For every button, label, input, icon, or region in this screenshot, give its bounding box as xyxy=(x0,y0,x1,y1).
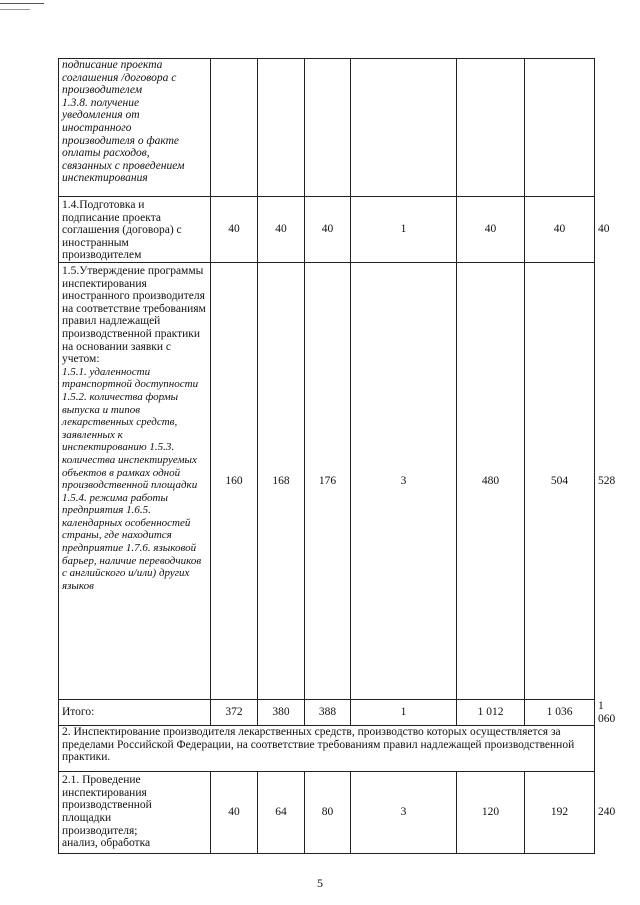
table-row: 1.4.Подготовка и подписание проекта соглашения (договора) с иностранным производителем 40 40 40 1 40 40 40 xyxy=(59,197,595,263)
table-row: 1.5.Утверждение программы инспектирования иностранного производителя на соответствие требованиям правил надлежащей производственной практики на основании заявки с учетом: 1.5.1. удаленности транспортной доступности 1.5.2. количества формы выпуска и типов лекарственных средств, заявленных к инспектированию 1.5.3. количества инспектируемых объектов в рамках одной производственной площадки 1.5.4. режима работы предприятия 1.6.5. календарных особенностей страны, где находится предприятие 1.7.6. языковой барьер, наличие переводчиков с английского и/или) других языков 160 168 176 3 480 504 528 xyxy=(59,263,595,700)
row-label: 2.1. Проведение инспектирования производственной площадки производителя; анализ, обработка xyxy=(59,772,211,854)
total-value: 1 012 xyxy=(457,700,525,726)
total-label: Итого: xyxy=(59,700,211,726)
cell-value: 1 xyxy=(351,197,457,263)
total-value: 380 xyxy=(258,700,305,726)
row-label: подписание проекта соглашения /договора с производителем 1.3.8. получение уведомления от иностранного производителя о факте оплаты расходов, связанных с проведением инспектирования xyxy=(59,59,211,197)
cell-value: 40 xyxy=(258,197,305,263)
cell-value: 168 xyxy=(258,263,305,700)
cell-value: 3 xyxy=(351,263,457,700)
total-value: 372 xyxy=(211,700,258,726)
total-value: 388 xyxy=(305,700,351,726)
section-heading-row xyxy=(59,726,595,772)
row-label-criteria: 1.5.1. удаленности транспортной доступности 1.5.2. количества формы выпуска и типов лекарственных средств, заявленных к инспектированию 1.5.3. количества инспектируемых объектов в рамках одной производственной площадки 1.5.4. режима работы предприятия 1.6.5. календарных особенностей страны, где находится предприятие 1.7.6. языковой барьер, наличие переводчиков с английского и/или) других языков xyxy=(62,365,202,592)
total-value: 1 036 xyxy=(525,700,595,726)
cell-value: 3 xyxy=(351,772,457,854)
row-label xyxy=(59,263,211,700)
page-number: 5 xyxy=(317,876,323,890)
row-label: 1.4.Подготовка и подписание проекта соглашения (договора) с иностранным производителем xyxy=(59,197,211,263)
cell-value: 192 xyxy=(525,772,595,854)
section-heading: 2. Инспектирование производителя лекарственных средств, производство которых осуществляется за пределами Российской Федерации, на соответствие требованиям правил надлежащей производственной практики. xyxy=(59,726,595,772)
cell-value: 504 xyxy=(525,263,595,700)
cell-value: 160 xyxy=(211,263,258,700)
scan-mark-line xyxy=(0,3,44,4)
table-row xyxy=(59,59,595,197)
cell-value: 176 xyxy=(305,263,351,700)
cell-value: 40 xyxy=(211,197,258,263)
cell-value: 40 xyxy=(457,197,525,263)
total-value: 1 xyxy=(351,700,457,726)
scan-mark-line xyxy=(0,9,30,10)
row-label-main: 1.5.Утверждение программы инспектирования иностранного производителя на соответствие требованиям правил надлежащей производственной практики на основании заявки с учетом: xyxy=(62,265,206,366)
cell-value: 40 xyxy=(525,197,595,263)
cell-value: 64 xyxy=(258,772,305,854)
cell-value: 120 xyxy=(457,772,525,854)
cell-value: 80 xyxy=(305,772,351,854)
table-row: 2.1. Проведение инспектирования производственной площадки производителя; анализ, обработка 40 64 80 3 120 192 240 xyxy=(59,772,595,854)
cell-value: 40 xyxy=(305,197,351,263)
cell-value: 480 xyxy=(457,263,525,700)
total-row: Итого: 372 380 388 1 1 012 1 036 1 060 xyxy=(59,700,595,726)
cost-table xyxy=(58,58,616,854)
cell-value: 40 xyxy=(211,772,258,854)
